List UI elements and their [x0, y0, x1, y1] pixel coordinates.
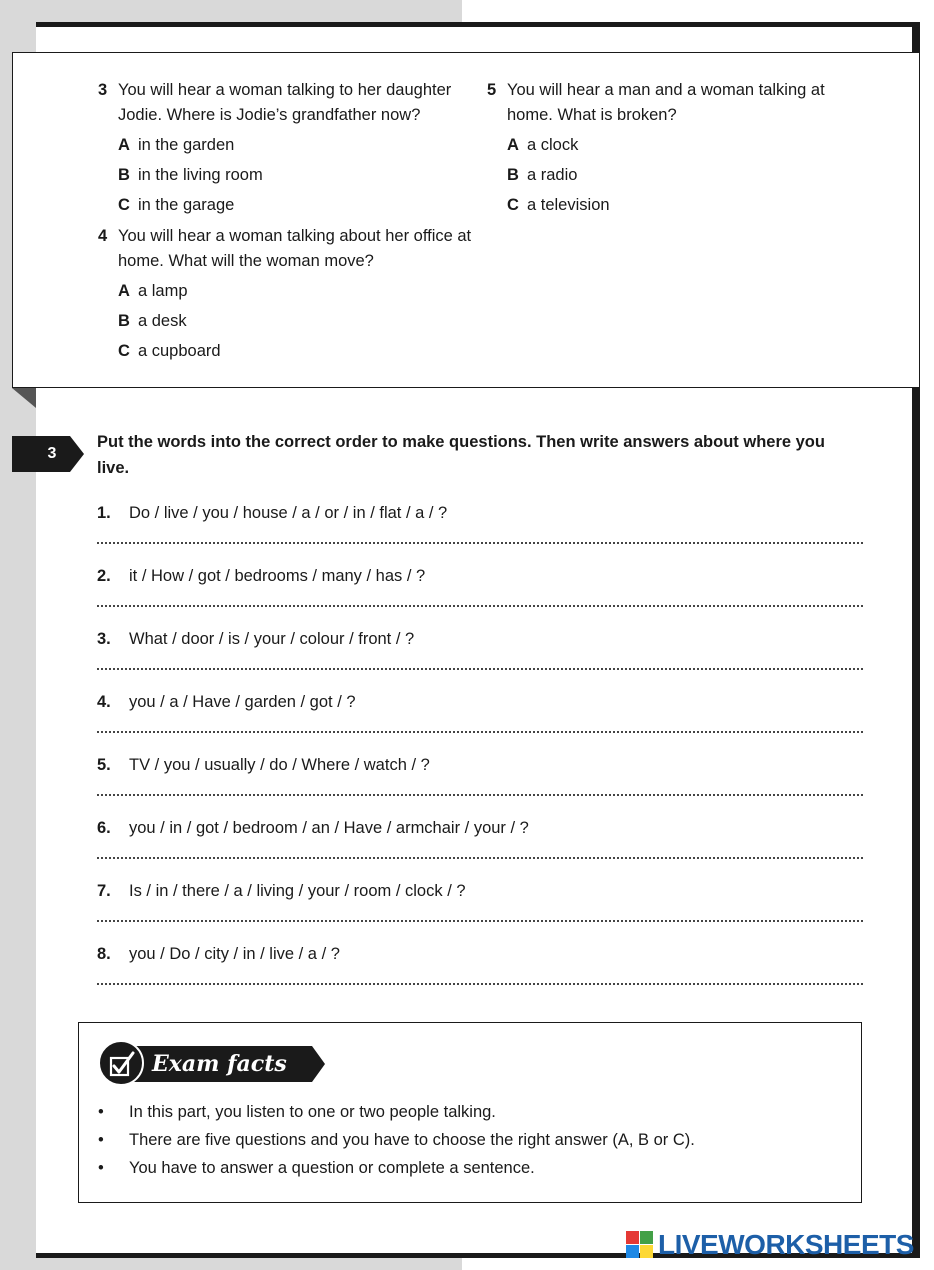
word-order-item: 7. Is / in / there / a / living / your / room / clock / ? — [97, 882, 863, 901]
answer-line[interactable] — [97, 794, 863, 796]
liveworksheets-logo-icon — [626, 1231, 654, 1259]
watermark-text: LIVEWORKSHEETS — [658, 1229, 914, 1260]
bullet: • — [98, 1103, 104, 1121]
exam-facts-list — [98, 1100, 838, 1184]
question-stem: You will hear a woman talking about her office at home. What will the woman move? — [118, 227, 472, 270]
question-stem: You will hear a man and a woman talking at home. What is broken? — [507, 81, 825, 124]
question-3 — [98, 78, 478, 218]
option-c[interactable]: C in the garage — [118, 196, 235, 214]
answer-line[interactable] — [97, 983, 863, 985]
list-item: • You have to answer a question or complete a sentence. — [98, 1156, 838, 1184]
answer-line[interactable] — [97, 857, 863, 859]
option-a[interactable]: A in the garden — [118, 136, 235, 154]
question-5 — [487, 78, 847, 218]
word-order-item: 4. you / a / Have / garden / got / ? — [97, 693, 863, 712]
fold-shadow — [12, 388, 36, 408]
list-item: • In this part, you listen to one or two people talking. — [98, 1100, 838, 1128]
question-number: 4 — [98, 227, 108, 245]
section-instructions: Put the words into the correct order to make questions. Then write answers about where you live. — [97, 433, 825, 477]
exam-facts-header — [98, 1040, 328, 1088]
word-order-item: 5. TV / you / usually / do / Where / watch / ? — [97, 756, 863, 775]
answer-line[interactable] — [97, 605, 863, 607]
option-b[interactable]: B a radio — [507, 166, 578, 184]
option-a[interactable]: A a lamp — [118, 282, 188, 300]
section-number-tab — [12, 436, 84, 472]
list-item: • There are five questions and you have to choose the right answer (A, B or C). — [98, 1128, 838, 1156]
question-number: 3 — [98, 81, 108, 99]
word-order-item: 8. you / Do / city / in / live / a / ? — [97, 945, 863, 964]
question-number: 5 — [487, 81, 497, 99]
question-4 — [98, 224, 483, 364]
option-b[interactable]: B in the living room — [118, 166, 263, 184]
bullet: • — [98, 1159, 104, 1177]
option-b[interactable]: B a desk — [118, 312, 187, 330]
option-c[interactable]: C a cupboard — [118, 342, 221, 360]
answer-line[interactable] — [97, 668, 863, 670]
word-order-item: 6. you / in / got / bedroom / an / Have / armchair / your / ? — [97, 819, 863, 838]
option-c[interactable]: C a television — [507, 196, 610, 214]
word-order-item: 1. Do / live / you / house / a / or / in / flat / a / ? — [97, 504, 863, 523]
answer-line[interactable] — [97, 920, 863, 922]
word-order-item: 3. What / door / is / your / colour / front / ? — [97, 630, 863, 649]
section-number: 3 — [47, 445, 57, 462]
option-a[interactable]: A a clock — [507, 136, 579, 154]
liveworksheets-watermark — [626, 1228, 914, 1262]
answer-line[interactable] — [97, 731, 863, 733]
question-stem: You will hear a woman talking to her daughter Jodie. Where is Jodie’s grandfather now? — [118, 81, 452, 124]
answer-line[interactable] — [97, 542, 863, 544]
word-order-item: 2. it / How / got / bedrooms / many / has / ? — [97, 567, 863, 586]
bullet: • — [98, 1131, 104, 1149]
exam-facts-title: Exam facts — [152, 1051, 287, 1077]
checkbox-tick-icon — [98, 1040, 144, 1086]
